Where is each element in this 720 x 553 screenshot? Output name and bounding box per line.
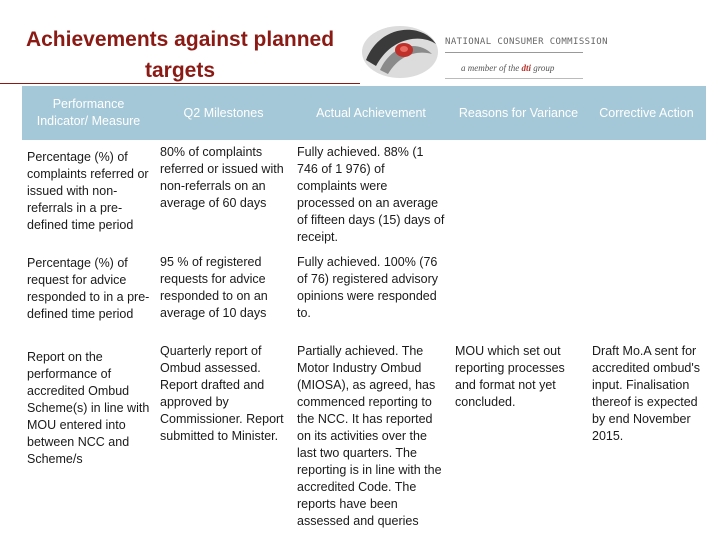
logo-tagline-suffix: group	[533, 63, 555, 73]
logo-tagline-prefix: a member of the	[461, 63, 520, 73]
table-row	[22, 339, 706, 553]
achievements-table	[22, 86, 706, 553]
cell-milestone: 80% of complaints referred or issued with non-referrals on an average of 60 days	[160, 145, 284, 210]
cell-indicator: Report on the performance of accredited Ombud Scheme(s) in line with MOU entered into between NCC and Scheme/s	[27, 350, 150, 466]
ncc-logo-swirl-icon	[352, 14, 442, 86]
header-achievement: Actual Achievement	[292, 86, 450, 140]
slide-title: Achievements against planned targets	[25, 28, 335, 82]
cell-achievement: Fully achieved. 100% (76 of 76) registered advisory opinions were responded to.	[297, 255, 439, 320]
header-corrective-action: Corrective Action	[587, 86, 706, 140]
logo-tagline-brand: dti	[521, 63, 532, 73]
cell-corrective	[587, 140, 706, 250]
cell-indicator: Percentage (%) of request for advice responded to in a pre-defined time period	[27, 256, 150, 321]
header-indicator: Performance Indicator/ Measure	[22, 86, 155, 140]
cell-achievement: Partially achieved. The Motor Industry Ombud (MIOSA), as agreed, has commenced reporting to the NCC. It has reported on its activities over the last two quarters. The reporting is in line with the accredited Code. The reports have been assessed and queries	[297, 344, 442, 528]
cell-achievement: Fully achieved. 88% (1 746 of 1 976) of complaints were processed on an average of fifteen days (15) days of receipt.	[297, 145, 445, 244]
cell-corrective	[587, 250, 706, 339]
cell-indicator: Percentage (%) of complaints referred or issued with non-referrals in a pre-defined time period	[27, 150, 149, 232]
header-reasons: Reasons for Variance	[450, 86, 587, 140]
cell-milestone: 95 % of registered requests for advice responded to on an average of 10 days	[160, 255, 268, 320]
header-milestones: Q2 Milestones	[155, 86, 292, 140]
logo-divider-lower	[445, 78, 583, 79]
logo-divider	[445, 52, 583, 53]
cell-reasons: MOU which set out reporting processes and format not yet concluded.	[455, 344, 565, 409]
cell-reasons	[450, 250, 587, 339]
cell-reasons	[450, 140, 587, 250]
table-row	[22, 250, 706, 339]
logo-organisation-name: NATIONAL CONSUMER COMMISSION	[445, 37, 608, 47]
title-underline	[0, 83, 360, 84]
cell-milestone: Quarterly report of Ombud assessed. Report drafted and approved by Commissioner. Report submitted to Minister.	[160, 344, 284, 443]
logo-tagline	[461, 63, 554, 73]
cell-corrective: Draft Mo.A sent for accredited ombud's input. Finalisation thereof is expected by end November 2015.	[592, 344, 701, 443]
table-row	[22, 140, 706, 250]
table-header-row	[22, 86, 706, 140]
